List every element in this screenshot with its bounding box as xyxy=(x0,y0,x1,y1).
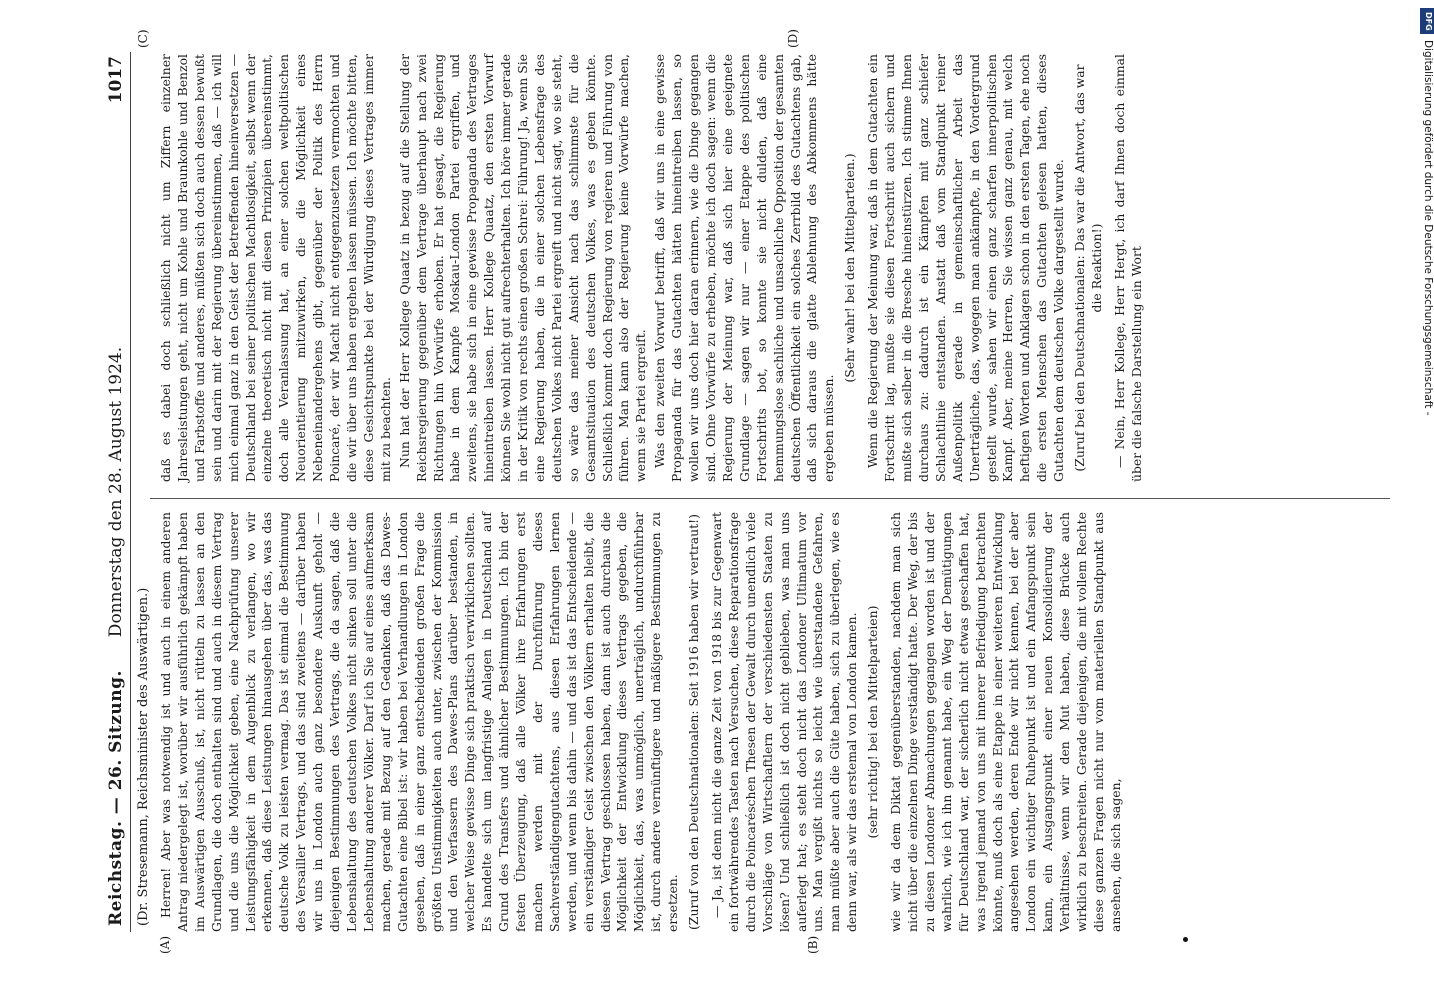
paragraph: — Nein, Herr Kollege, Herr Hergt, ich darf Ihnen doch einmal über die falsche Darstellung ein Wort xyxy=(1111,54,1144,482)
paragraph: — Ja, ist denn nicht die ganze Zeit von 1918 bis zur Gegenwart ein fortwährendes Tasten nach Versuchen, diese Reparationsfrage durch die Poincaréschen Thesen der Gewalt durch unendlich viele Vorschläge von Wirtschaftlern der verschiedensten Staaten zu lösen? Und schließlich ist doch nicht geblieben, was man uns auferlegt hat; es steht doch nicht das Londoner Ultimatum vor uns. Man vergißt nichts so leicht wie überstandene Gefahren, man müßte aber auch die Güte haben, sich zu überlegen, wie es denn war, als wir das erstemal von London kamen. xyxy=(709,512,860,932)
column-divider xyxy=(150,498,1390,499)
marker-a: (A) xyxy=(158,935,172,954)
paragraph: wie wir da dem Diktat gegenüberstanden, nachdem man sich nicht über die einzelnen Dinge verständigt hatte. Der Weg, der bis zu diesen Londoner Abmachungen gegangen worden ist und der wahrlich, wie ich ihn genannt habe, ein Weg der Demütigungen für Deutschland war, der sicherlich nicht etwas geschaffen hat, was irgend jemand von uns mit innerer Befriedigung betrachten könnte, muß doch als eine Etappe in einer weiteren Entwicklung angesehen werden, deren Ende wir nicht kennen, bei der aber London ein wichtiger Ruhepunkt ist und ein Anfangspunkt sein kann, ein Ausgangspunkt einer neuen Konsolidierung der Verhältnisse, wenn wir den Mut haben, diese Brücke auch wirklich zu beschreiten. Gerade diejenigen, die mit vollem Rechte diese ganzen Fragen nicht nur vom materiellen Standpunkt aus ansehen, die sich sagen, xyxy=(888,512,1123,932)
dfg-logo: DFG xyxy=(1420,8,1434,34)
ink-dot xyxy=(1183,937,1188,942)
paragraph: Was den zweiten Vorwurf betrifft, daß wir uns in eine gewisse Propaganda für das Gutachten hätten hineintreiben lassen, so wollen wir uns doch hier daran erinnern, wie die Dinge gegangen sind. Ohne Vorwürfe zu erheben, möchte ich doch sagen: wenn die Regierung der Meinung war, daß sich hier eine geeignete Grundlage — sagen wir nur — einer Etappe des politischen Fortschritts bot, so konnte sie nicht dulden, daß eine hemmungslose sachliche und unsachliche Opposition der gesamten deutschen Öffentlichkeit ein solches Zerrbild des Gutachtens gab, daß sich daraus die glatte Ablehnung des Abkommens hätte ergeben müssen. xyxy=(652,54,837,482)
marker-b: (B) xyxy=(806,935,820,954)
page-number: 1017 xyxy=(106,56,126,104)
marker-d: (D) xyxy=(786,29,800,48)
speaker-line: (Dr. Stresemann, Reichsminister des Auswärtigen.) xyxy=(136,587,151,926)
paragraph: Herren! Aber was notwendig ist und auch in einem anderen Antrag niedergelegt ist, worüber wir ausführlich gekämpft haben im Auswärtigen Ausschuß, ist, nicht rütteln zu lassen an den Grundlagen, die doch enthalten sind und auch in diesem Vertrag und die uns die Möglichkeit geben, eine Nachprüfung unserer Leistungsfähigkeit in dem Augenblick zu verlangen, wo wir erkennen, daß diese Leistungen hinausgehen über das, was das deutsche Volk zu leisten vermag. Das ist einmal die Bestimmung des Versailler Vertrags, und das sind zweitens — darüber haben wir uns in London auch ganz besondere Auskunft geholt — diejenigen Bestimmungen des Vertrags, die da sagen, daß die Lebenshaltung des deutschen Volkes nicht sinken soll unter die Lebenshaltung anderer Völker. Darf ich Sie auf eines aufmerksam machen, gerade mit Bezug auf den Gedanken, daß das Dawes-Gutachten eine Bibel ist: wir haben bei Verhandlungen in London gesehen, daß in einer ganz entscheidenden großen Frage die größten Unstimmigkeiten auch unter, zwischen der Kommission und den Verfassern des Dawes-Plans darüber bestanden, in welcher Weise gewisse Dinge sich praktisch verwirklichen sollten. Es handelte sich um langfristige Anlagen in Deutschland auf Grund des Transfers und ähnlicher Bestimmungen. Ich bin der festen Überzeugung, daß alle Völker ihre Erfahrungen erst machen werden mit der Durchführung dieses Sachverständigengutachtens, aus diesen Erfahrungen lernen werden, und wenn bis dahin — und das ist das Entscheidende — ein verständiger Geist zwischen den Völkern erhalten bleibt, die diesen Vertrag geschlossen haben, dann ist auch durchaus die Möglichkeit der Entwicklung dieses Vertrags gegeben, die Möglichkeit, das, was unmöglich, unerträglich, undurchführbar ist, durch andere vernünftigere und mäßigere Bestimmungen zu ersetzen. xyxy=(158,512,681,932)
interjection: (Zuruf bei den Deutschnationalen: Das war die Antwort, das war die Reaktion!) xyxy=(1072,64,1104,472)
right-column xyxy=(158,54,1148,482)
left-column xyxy=(158,512,1127,932)
interjection: (Zuruf von den Deutschnationalen: Seit 1916 haben wir vertraut!) xyxy=(686,514,702,930)
header-left: Reichstag. — 26. Sitzung. xyxy=(106,670,126,926)
paragraph: daß es dabei doch schließlich nicht um Ziffern einzelner Jahresleistungen geht, nicht um Kohle und Braunkohle und Benzol und Farbstoffe und anderes, müßten sich doch auch dessen bewußt sein und darin mit der Regierung übereinstimmen, daß — ich will mich einmal ganz in den Geist der Betreffenden hineinversetzen — Deutschland bei seiner politischen Machtlosigkeit, selbst wenn der einzelne theoretisch nicht mit diesen Prinzipien übereinstimmt, doch alle Veranlassung hat, an einer solchen weltpolitischen Neuorientierung mitzuwirken, die die Möglichkeit eines Nebeneinandergehens gibt, gegenüber der Politik des Herrn Poincaré, der wir Macht nicht entgegenzusetzen vermochten und die wir über uns haben ergehen lassen müssen. Ich möchte bitten, diese Gesichtspunkte bei der Würdigung dieses Vertrages immer mit zu beachten. xyxy=(158,54,393,482)
rotated-newspaper-page xyxy=(106,29,1396,954)
marker-c: (C) xyxy=(136,29,150,48)
header-date: Donnerstag den 28. August 1924. xyxy=(106,346,126,638)
digitization-credit: Digitalisierung gefördert durch die Deutsche Forschungsgemeinschaft - xyxy=(1422,40,1434,416)
paragraph: Nun hat der Herr Kollege Quaatz in bezug auf die Stellung der Reichsregierung gegenüber dem Vertrage überhaupt nach zwei Richtungen hin Vorwürfe erhoben. Er hat gesagt, die Regierung habe in dem Kampfe Moskau-London Partei ergriffen, und zweitens, sie habe sich in eine gewisse Propaganda des Vertrages hineintreiben lassen. Herr Kollege Quaatz, den ersten Vorwurf können Sie wohl nicht gut aufrechterhalten. Ich höre immer gerade in der Kritik von rechts einen großen Schrei: Führung! Ja, wenn Sie eine Regierung haben, die in einer solchen Lebensfrage des deutschen Volkes nicht Partei ergreift und nicht sagt, wo sie steht, so wäre das meiner Ansicht nach das schlimmste für die Gesamtsituation des deutschen Volkes, was es geben könnte. Schließlich kommt doch Regierung von regieren und Führung von führen. Man kann also der Regierung keine Vorwürfe machen, wenn sie Partei ergreift. xyxy=(396,54,649,482)
interjection: (sehr richtig! bei den Mittelparteien) xyxy=(865,605,881,839)
page-header xyxy=(106,52,131,932)
paragraph: Wenn die Regierung der Meinung war, daß in dem Gutachten ein Fortschritt lag, mußte sie diesen Fortschritt auch sichern und mußte sich selber in die Bresche hineinstürzen. Ich stimme Ihnen durchaus zu: dadurch ist ein Kämpfen mit ganz schiefer Schlachtlinie entstanden. Anstatt daß vom Standpunkt reiner Außenpolitik gerade in gemeinschaftlicher Arbeit das Unerträgliche, das, wogegen man ankämpfte, in den Vordergrund gestellt wurde, sahen wir einen ganz scharfen innerpolitischen Kampf. Aber, meine Herren, Sie wissen ganz genau, mit welch heftigen Worten und Anklagen schon in den ersten Tagen, ehe noch die ersten Menschen das Gutachten gelesen hatten, dieses Gutachten dem deutschen Volke dargestellt wurde. xyxy=(865,54,1067,482)
interjection: (Sehr wahr! bei den Mittelparteien.) xyxy=(842,153,858,383)
